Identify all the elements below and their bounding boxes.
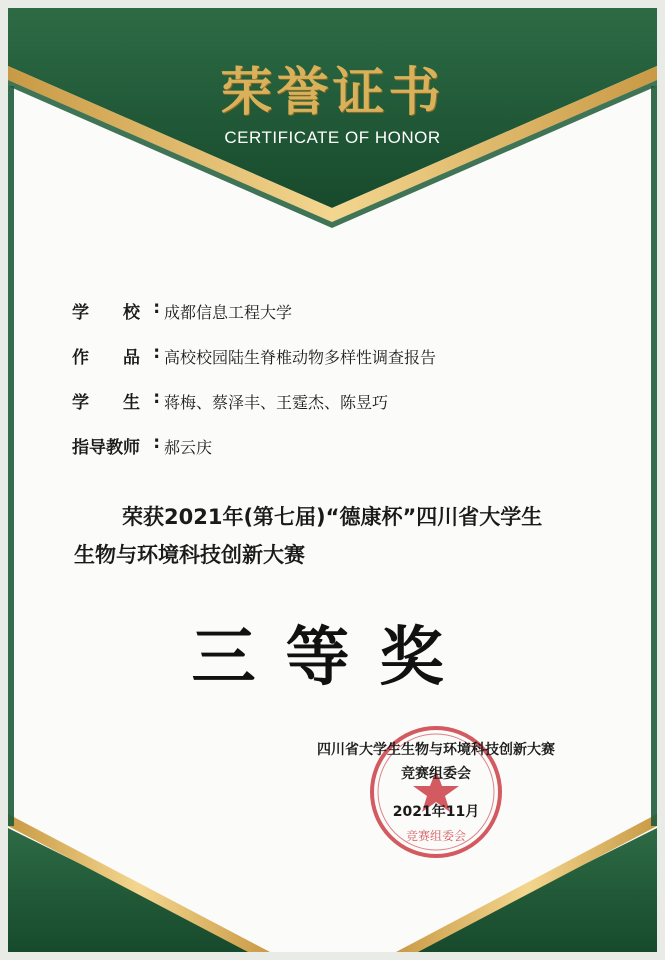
award-info <box>72 298 436 478</box>
award-statement <box>74 498 614 574</box>
field-value-school: 成都信息工程大学 <box>164 303 293 322</box>
certificate-subtitle: CERTIFICATE OF HONOR <box>224 128 441 147</box>
statement-line-1: 荣获2021年(第七届)“德康杯”四川省大学生 <box>122 505 543 529</box>
award-level: 三等奖 <box>191 620 474 695</box>
organizer-line-1: 四川省大学生生物与环境科技创新大赛 <box>317 742 555 758</box>
field-row-work: 作 品 : 高校校园陆生脊椎动物多样性调查报告 <box>72 343 437 368</box>
field-label-school: 学 校 <box>72 303 140 323</box>
field-label-work: 作 品 <box>72 348 140 368</box>
issue-date: 2021年11月 <box>392 804 480 820</box>
field-row-advisor: 指导教师 : 郝云庆 <box>72 433 213 458</box>
statement-line-2: 生物与环境科技创新大赛 <box>74 543 305 567</box>
certificate-title: 荣誉证书 <box>220 63 445 123</box>
field-row-school: 学 校 : 成都信息工程大学 <box>72 298 293 323</box>
organizer-line-2: 竞赛组委会 <box>401 766 471 782</box>
field-value-work: 高校校园陆生脊椎动物多样性调查报告 <box>164 348 437 367</box>
organizer-block <box>286 738 586 824</box>
seal-center-text: 竞赛组委会 <box>405 829 467 843</box>
field-value-students: 蒋梅、蔡泽丰、王霆杰、陈昱巧 <box>164 393 389 412</box>
certificate <box>8 8 657 952</box>
field-label-advisor: 指导教师 <box>72 438 140 458</box>
field-value-advisor: 郝云庆 <box>164 438 213 457</box>
field-row-students: 学 生 : 蒋梅、蔡泽丰、王霆杰、陈昱巧 <box>72 388 389 413</box>
field-label-students: 学 生 <box>72 393 140 413</box>
